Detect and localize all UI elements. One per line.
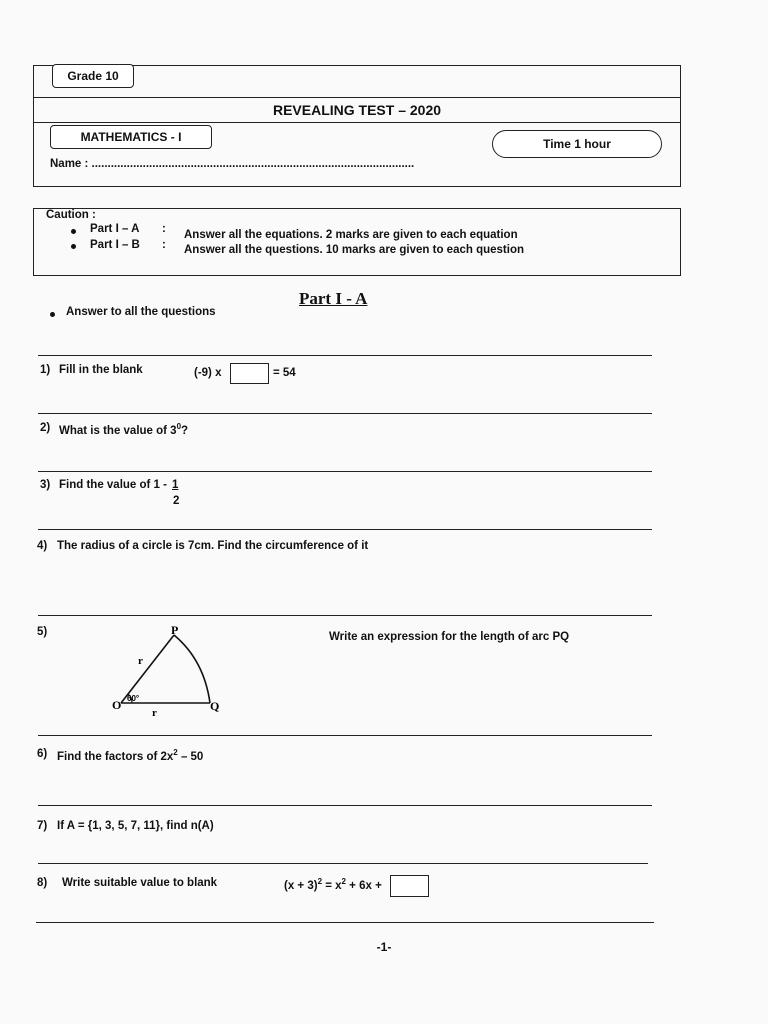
label-r: r <box>152 707 157 719</box>
question-number: 3) <box>40 479 51 491</box>
question-number: 8) <box>37 877 48 889</box>
question-number: 5) <box>37 626 48 638</box>
header-divider <box>34 97 680 98</box>
expression: = 54 <box>273 367 296 379</box>
expression: (-9) x <box>194 367 222 379</box>
question-number: 4) <box>37 540 48 552</box>
answer-line <box>38 471 652 472</box>
answer-line <box>38 805 652 806</box>
caution-part: Part I – B <box>90 239 140 251</box>
question-text: Write an expression for the length of arc PQ <box>329 631 570 643</box>
sector-diagram <box>100 620 230 720</box>
caution-label: Caution : <box>46 209 96 221</box>
answer-line <box>38 735 652 736</box>
question-text: Fill in the blank <box>59 364 143 376</box>
label-o: O <box>112 698 122 712</box>
caution-text: Answer all the questions. 10 marks are given to each question <box>184 244 524 256</box>
name-field: Name : ..................................................................................................... <box>50 158 415 170</box>
question-text: The radius of a circle is 7cm. Find the circumference of it <box>57 540 369 552</box>
answer-line <box>38 355 652 356</box>
time-label: Time 1 hour <box>492 130 662 158</box>
question-text: If A = {1, 3, 5, 7, 11}, find n(A) <box>57 820 214 832</box>
question-text: What is the value of $3^0$? <box>59 422 189 437</box>
answer-line <box>38 615 652 616</box>
fraction-numerator: 1 <box>172 479 179 491</box>
test-title: REVEALING TEST – 2020 <box>272 102 442 118</box>
answer-line <box>38 413 652 414</box>
header-divider <box>34 122 680 123</box>
subject-label: MATHEMATICS - I <box>50 125 212 149</box>
answer-line <box>38 863 648 864</box>
label-q: Q <box>210 699 220 713</box>
page-number: -1- <box>376 940 392 954</box>
radius-op <box>121 635 174 703</box>
grade-label: Grade 10 <box>52 64 134 88</box>
question-number: 7) <box>37 820 48 832</box>
question-number: 6) <box>37 748 48 760</box>
caution-box <box>33 208 681 276</box>
question-text: Write suitable value to blank <box>62 877 218 889</box>
caution-sep: : <box>162 239 166 251</box>
caution-sep: : <box>162 223 166 235</box>
bullet-icon <box>50 312 55 317</box>
question-text: Find the value of 1 - <box>59 479 167 491</box>
question-number: 2) <box>40 422 51 434</box>
caution-part: Part I – A <box>90 223 140 235</box>
answer-blank-box[interactable] <box>230 363 269 384</box>
bullet-icon <box>71 244 76 249</box>
arc-pq <box>174 635 210 703</box>
answer-blank-box[interactable] <box>390 875 429 897</box>
question-number: 1) <box>40 364 51 376</box>
question-text: Find the factors of $2x^2 - 50$ <box>57 748 204 763</box>
fraction-denominator: 2 <box>173 495 180 507</box>
header-box <box>33 65 681 187</box>
bullet-icon <box>71 229 76 234</box>
label-r: r <box>138 655 143 667</box>
part-title: Part I - A <box>299 289 368 308</box>
answer-line <box>38 529 652 530</box>
expression: $(x + 3)^2 = x^2 + 6x$ + <box>284 877 382 892</box>
caution-text: Answer all the equations. 2 marks are given to each equation <box>184 229 518 241</box>
angle-label: 60° <box>127 694 140 703</box>
instruction: Answer to all the questions <box>66 306 216 318</box>
label-p: P <box>171 623 179 637</box>
answer-line <box>36 922 654 923</box>
